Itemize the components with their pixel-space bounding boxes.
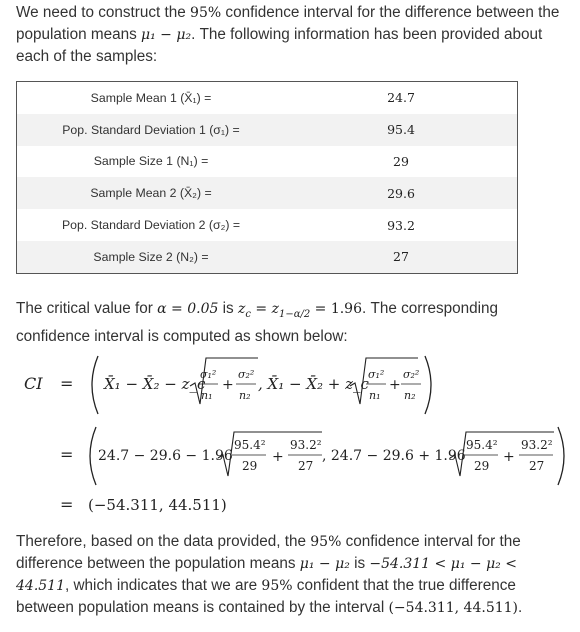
sample-value: 24.7: [387, 90, 415, 106]
right-paren: [558, 427, 564, 485]
fraction-denominator: n₂: [239, 389, 251, 402]
sample-label: Sample Size 1 (N₁) =: [93, 154, 209, 169]
conclusion-text: confident that the true difference between population means is contained by the interval: [16, 577, 516, 616]
conclusion-text: Therefore, based on the data provided, the: [16, 533, 311, 550]
fraction-numerator: 95.4²: [234, 438, 266, 452]
sample-value: 29.6: [285, 177, 518, 209]
sample-value: 93.2: [387, 217, 415, 233]
line2-mid-expression: , 24.7 − 29.6 + 1.96: [322, 448, 466, 464]
fraction-numerator: 93.2²: [521, 438, 553, 452]
fraction-denominator: 27: [298, 459, 314, 473]
fraction-denominator: 29: [474, 459, 490, 473]
line1-mid-expression: , X̄₁ − X̄₂ + z_c: [258, 375, 369, 393]
fraction-numerator: σ₂²: [238, 368, 255, 381]
confidence-level: 95%: [310, 534, 342, 550]
fraction-numerator: σ₂²: [403, 368, 420, 381]
fraction-denominator: n₁: [201, 389, 213, 402]
conclusion-text: is: [349, 555, 370, 572]
mean-difference-symbol: μ₁ − μ₂: [141, 27, 192, 43]
left-paren: [90, 427, 96, 485]
sample-value: 95.4: [285, 114, 518, 146]
plus-sign: +: [503, 449, 515, 465]
interval-inequality: −54.311 < μ₁ − μ₂ < 44.511: [16, 556, 517, 594]
confidence-level: 95%: [261, 578, 293, 594]
intro-text: We need to construct the: [16, 4, 191, 21]
fraction-numerator: 93.2²: [290, 438, 322, 452]
sample-label: Pop. Standard Deviation 2 (σ₂) =: [61, 218, 241, 233]
critical-text: The critical value for: [16, 300, 158, 317]
fraction-numerator: σ₁²: [368, 368, 385, 381]
mean-difference-symbol: μ₁ − μ₂: [299, 556, 350, 572]
left-paren: [92, 356, 98, 414]
sample-label: Sample Mean 2 (X̄₂) =: [17, 177, 286, 209]
equals-sign: =: [60, 495, 74, 514]
critical-z-expression: $z_c = z_{1-\alpha/2} = 1.96$: [237, 301, 362, 320]
fraction-denominator: n₂: [404, 389, 416, 402]
line2-left-expression: 24.7 − 29.6 − 1.96: [98, 448, 233, 464]
critical-text: . The corresponding confidence interval is computed as shown below:: [16, 300, 499, 345]
fraction-numerator: σ₁²: [200, 368, 217, 381]
fraction-denominator: n₁: [369, 389, 381, 402]
plus-sign: +: [389, 377, 401, 393]
sample-label: Sample Size 2 (N₂) =: [17, 241, 286, 273]
intro-text: . The following information has been provided about each of the samples:: [16, 26, 543, 65]
sample-label: Pop. Standard Deviation 1 (σ₁) =: [17, 114, 286, 146]
alpha-expression: α = 0.05: [157, 301, 219, 317]
sample-label: Sample Mean 1 (X̄₁) =: [90, 90, 212, 105]
fraction-denominator: 27: [529, 459, 545, 473]
ci-label: CI: [24, 374, 43, 393]
critical-text: is: [218, 300, 238, 317]
sample-value: 27: [285, 241, 518, 273]
result-interval: (−54.311, 44.511): [88, 496, 227, 514]
line1-left-expression: X̄₁ − X̄₂ − z_c: [104, 375, 206, 393]
conclusion-paragraph: [16, 531, 568, 619]
plus-sign: +: [272, 449, 284, 465]
sample-value: 29: [393, 153, 409, 169]
right-paren: [425, 356, 431, 414]
confidence-level: 95%: [190, 5, 222, 21]
conclusion-text: , which indicates that we are: [65, 577, 262, 594]
plus-sign: +: [222, 377, 234, 393]
conclusion-text: confidence interval for the difference between the population means: [16, 533, 521, 572]
fraction-numerator: 95.4²: [466, 438, 498, 452]
equals-sign: =: [60, 374, 74, 393]
conclusion-text: .: [518, 599, 523, 616]
intro-text: confidence interval for the difference between the population means: [16, 4, 560, 43]
equals-sign: =: [60, 445, 74, 464]
fraction-denominator: 29: [242, 459, 258, 473]
result-interval: (−54.311, 44.511): [388, 600, 518, 616]
